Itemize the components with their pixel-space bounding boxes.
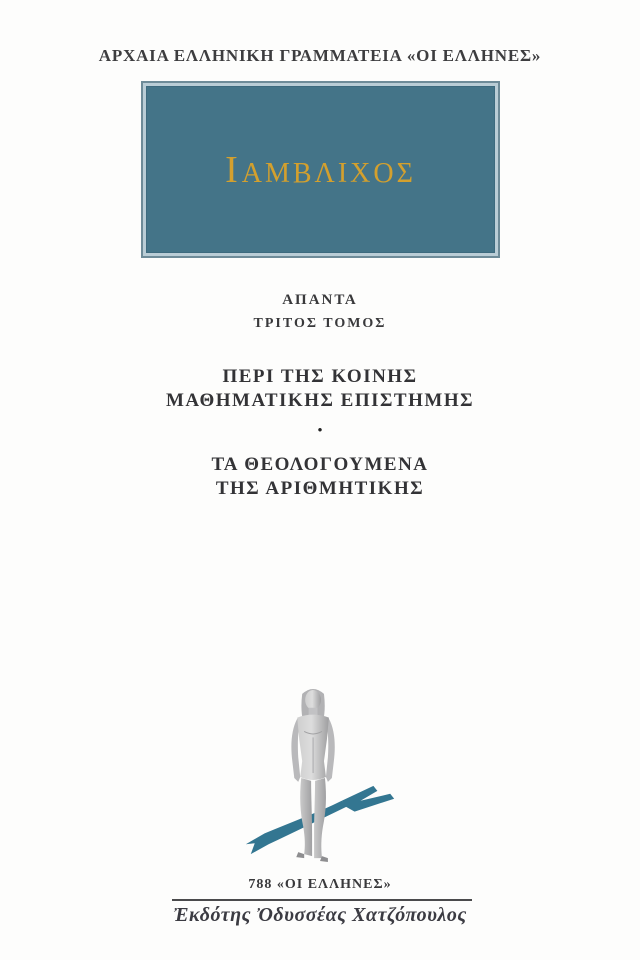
- volume-label: ΤΡΙΤΟΣ ΤΟΜΟΣ: [253, 316, 387, 331]
- publisher-line: Ἐκδότης Ὀδυσσέας Χατζόπουλος: [173, 904, 467, 926]
- separator-dot: •: [317, 423, 323, 439]
- series-number: 788 «ΟΙ ΕΛΛΗΝΕΣ»: [248, 877, 392, 892]
- work-2-title-line-1: ΤΑ ΘΕΟΛΟΓΟΥΜΕΝΑ: [211, 454, 429, 475]
- author-title-panel: [143, 83, 498, 256]
- author-name: ΙΑΜΒΛΙΧΟΣ: [225, 148, 416, 191]
- work-1-title-line-2: ΜΑΘΗΜΑΤΙΚΗΣ ΕΠΙΣΤΗΜΗΣ: [165, 390, 475, 411]
- work-1-title-line-1: ΠΕΡΙ ΤΗΣ ΚΟΙΝΗΣ: [222, 366, 418, 387]
- kouros-statue-logo: [240, 686, 400, 864]
- footer-divider: [172, 899, 472, 901]
- collection-label: ΑΠΑΝΤΑ: [282, 292, 358, 308]
- kouros-figure-icon: [291, 689, 334, 862]
- series-header: ΑΡΧΑΙΑ ΕΛΛΗΝΙΚΗ ΓΡΑΜΜΑΤΕΙΑ «ΟΙ ΕΛΛΗΝΕΣ»: [98, 46, 542, 65]
- work-2-title-line-2: ΤΗΣ ΑΡΙΘΜΗΤΙΚΗΣ: [215, 478, 425, 499]
